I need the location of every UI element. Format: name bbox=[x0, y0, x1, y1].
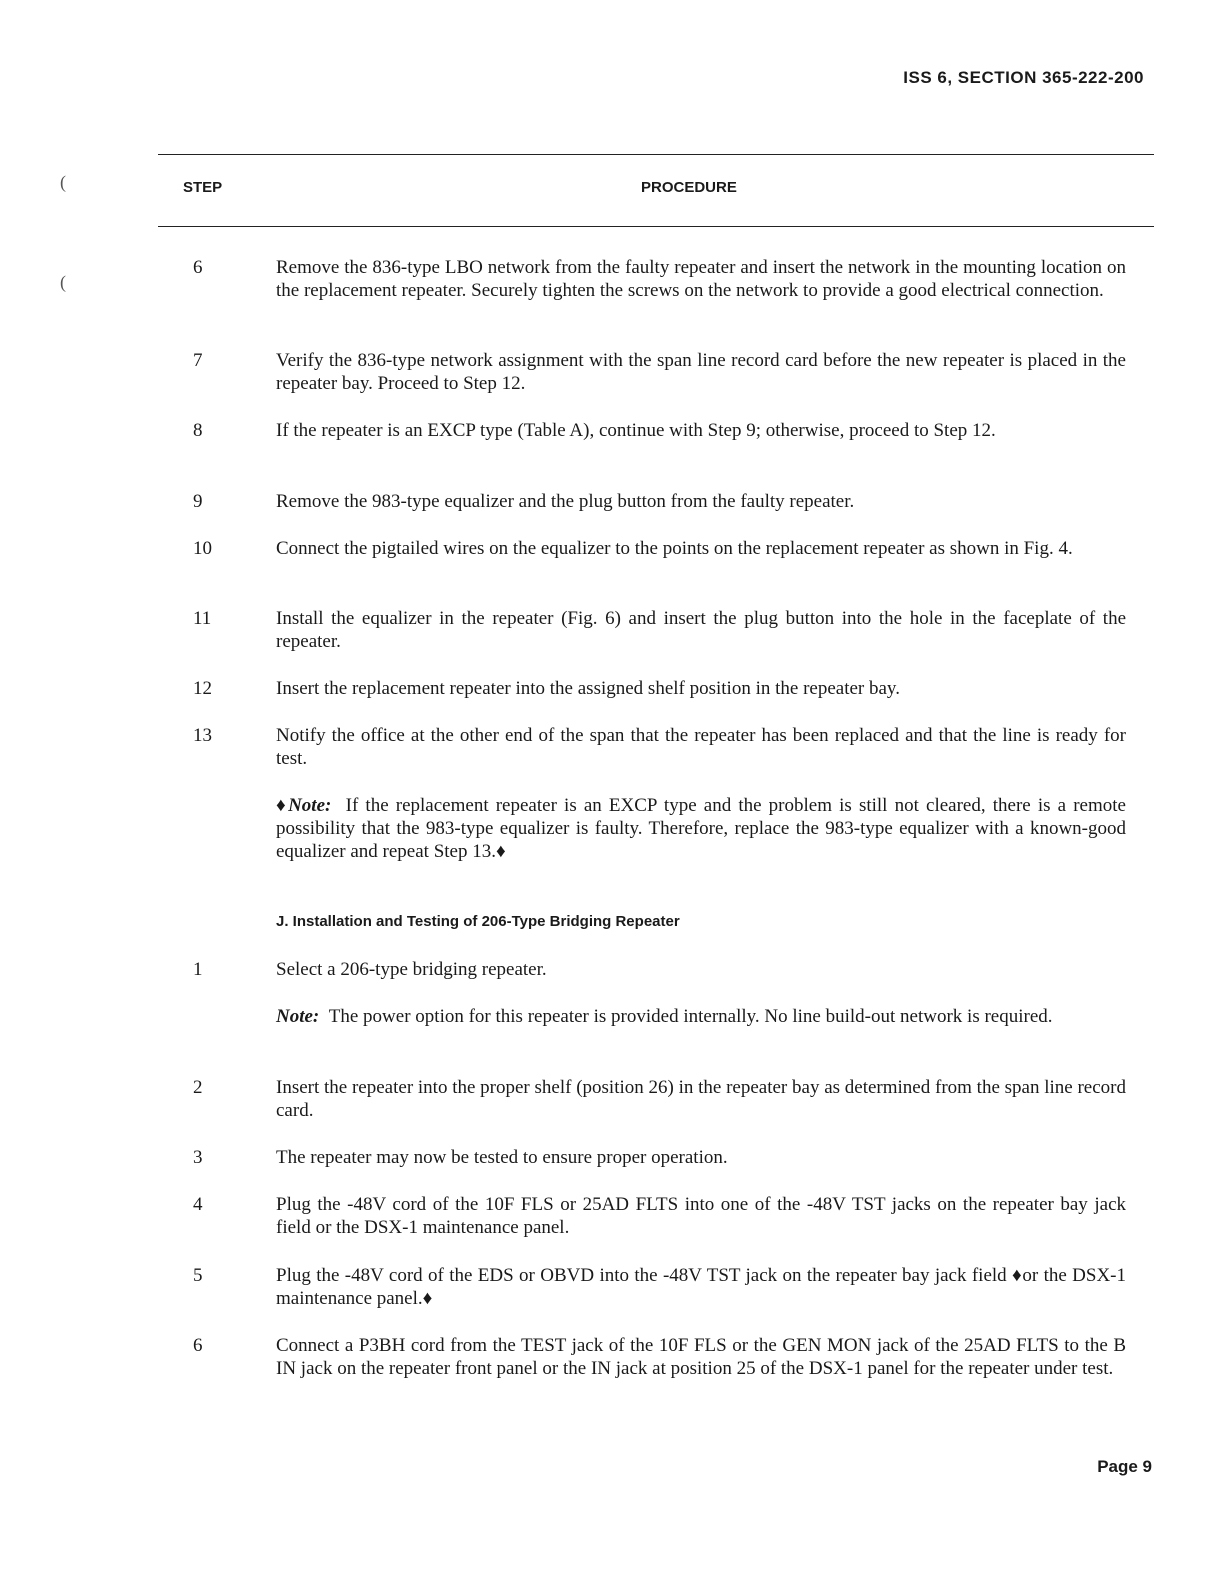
step-number: 10 bbox=[193, 538, 212, 559]
document-header: ISS 6, SECTION 365-222-200 bbox=[903, 68, 1144, 87]
step-text: If the repeater is an EXCP type (Table A), continue with Step 9; otherwise, proceed to Step 12. bbox=[276, 420, 996, 441]
step-text: Notify the office at the other end of the span that the repeater has been replaced and that the line is ready for test. bbox=[276, 725, 1126, 769]
step-number: 7 bbox=[193, 350, 203, 371]
note-label: ♦Note: bbox=[276, 795, 332, 816]
page-number: Page 9 bbox=[1097, 1457, 1152, 1476]
margin-mark: ( bbox=[60, 172, 66, 192]
table-header-rule bbox=[158, 226, 1154, 227]
step-number: 6 bbox=[193, 257, 203, 278]
section-heading: J. Installation and Testing of 206-Type Bridging Repeater bbox=[276, 913, 680, 930]
step-text: The repeater may now be tested to ensure proper operation. bbox=[276, 1147, 728, 1168]
procedure-column-header: PROCEDURE bbox=[641, 179, 737, 196]
step-number: 9 bbox=[193, 491, 203, 512]
note-text: If the replacement repeater is an EXCP type and the problem is still not cleared, there is a remote possibility that the 983-type equalizer is faulty. Therefore, replace the 983-type equalizer with a known-good equalizer and repeat Step 13.♦ bbox=[276, 795, 1126, 862]
step-text: Insert the repeater into the proper shelf (position 26) in the repeater bay as determined from the span line record card. bbox=[276, 1077, 1126, 1121]
margin-mark: ( bbox=[60, 272, 66, 292]
step-text: Plug the -48V cord of the EDS or OBVD into the -48V TST jack on the repeater bay jack field ♦or the DSX-1 maintenance panel.♦ bbox=[276, 1265, 1126, 1309]
step-text: Insert the replacement repeater into the assigned shelf position in the repeater bay. bbox=[276, 678, 900, 699]
note-text: The power option for this repeater is provided internally. No line build-out network is required. bbox=[328, 1006, 1053, 1027]
step-text: Install the equalizer in the repeater (Fig. 6) and insert the plug button into the hole in the faceplate of the repeater. bbox=[276, 608, 1126, 652]
step-number: 4 bbox=[193, 1194, 203, 1215]
step-number: 2 bbox=[193, 1077, 203, 1098]
step-number: 5 bbox=[193, 1265, 203, 1286]
step-number: 6 bbox=[193, 1335, 203, 1356]
step-text: Connect a P3BH cord from the TEST jack of the 10F FLS or the GEN MON jack of the 25AD FLTS to the B IN jack on the repeater front panel or the IN jack at position 25 of the DSX-1 panel for the repeater under test. bbox=[276, 1335, 1126, 1379]
step-number: 13 bbox=[193, 725, 212, 746]
step-number: 8 bbox=[193, 420, 203, 441]
step-text: Plug the -48V cord of the 10F FLS or 25AD FLTS into one of the -48V TST jacks on the repeater bay jack field or the DSX-1 maintenance panel. bbox=[276, 1194, 1126, 1238]
step-number: 12 bbox=[193, 678, 212, 699]
step-column-header: STEP bbox=[183, 179, 223, 196]
note-paragraph bbox=[276, 794, 1126, 863]
step-text: Remove the 836-type LBO network from the faulty repeater and insert the network in the mounting location on the replacement repeater. Securely tighten the screws on the network to provide a good electrical connection. bbox=[276, 257, 1126, 301]
step-number: 1 bbox=[193, 959, 203, 980]
step-text: Select a 206-type bridging repeater. bbox=[276, 959, 547, 980]
step-text: Connect the pigtailed wires on the equalizer to the points on the replacement repeater as shown in Fig. 4. bbox=[276, 538, 1073, 559]
step-number: 3 bbox=[193, 1147, 203, 1168]
step-number: 11 bbox=[193, 608, 212, 629]
step-text: Remove the 983-type equalizer and the plug button from the faulty repeater. bbox=[276, 491, 855, 512]
note-paragraph bbox=[276, 1005, 1126, 1028]
table-top-rule bbox=[158, 154, 1154, 155]
step-text: Verify the 836-type network assignment with the span line record card before the new repeater is placed in the repeater bay. Proceed to Step 12. bbox=[276, 350, 1126, 394]
note-label: Note: bbox=[276, 1006, 320, 1027]
